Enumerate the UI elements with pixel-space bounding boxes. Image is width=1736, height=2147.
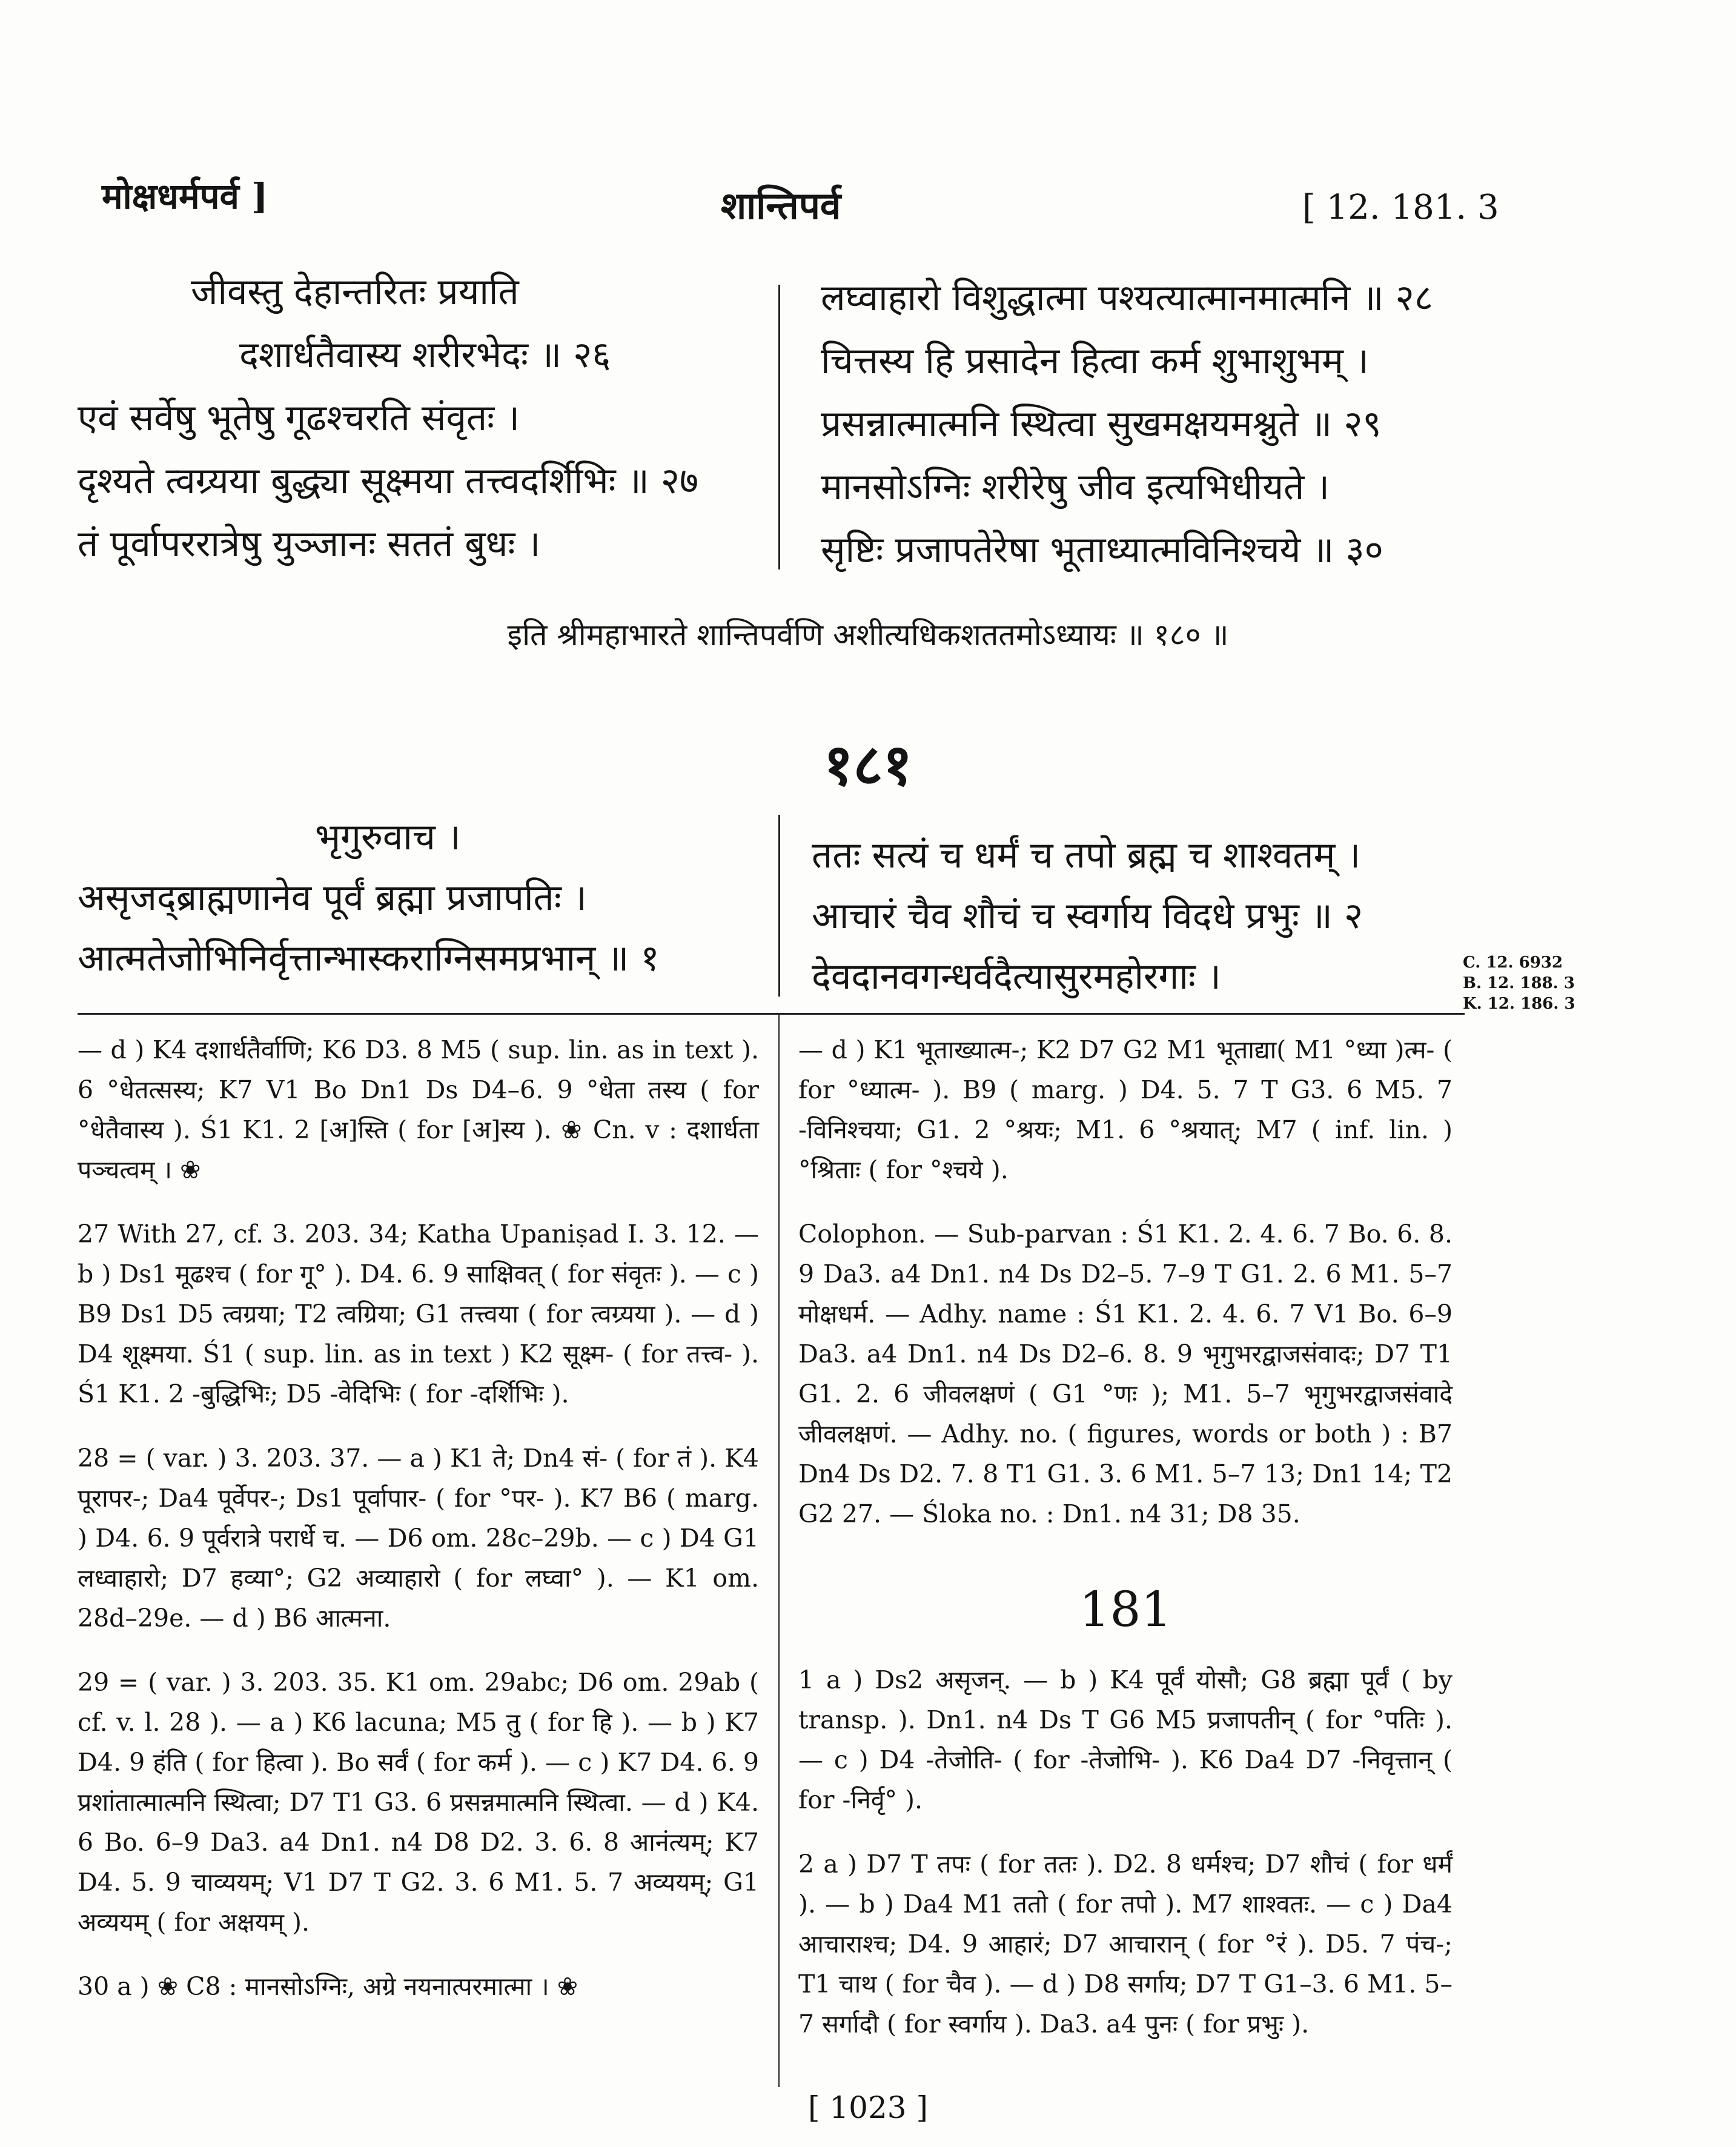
verse-line: प्रसन्नात्मात्मनि स्थित्वा सुखमक्षयमश्नुते ॥ २९ <box>821 403 1382 445</box>
chapter-heading: १८१ <box>823 732 913 798</box>
verse-line: जीवस्तु देहान्तरितः प्रयाति <box>191 271 519 313</box>
colophon: इति श्रीमहाभारते शान्तिपर्वणि अशीत्यधिकशततमोऽध्यायः ॥ १८० ॥ <box>507 617 1229 652</box>
note-paragraph: — d ) K4 दशार्धतैर्वाणि; K6 D3. 8 M5 ( sup. lin. as in text ). 6 °धेतत्सस्य; K7 V1 Bo Dn1 Ds D4–6. 9 °धेता तस्य ( for °धेतैवास्य ). Ś1 K1. 2 [अ]स्ति ( for [अ]स्य ). ❀ Cn. v : दशार्धता पञ्चत्वम् । ❀ <box>78 1035 759 1184</box>
verse-line: ततः सत्यं च धर्मं च तपो ब्रह्म च शाश्वतम् । <box>812 834 1361 877</box>
note-paragraph: 30 a ) ❀ C8 : मानसोऽग्निः, अग्रे नयनात्परमात्मा । ❀ <box>78 1972 578 2001</box>
verse-line: आत्मतेजोभिनिर्वृत्तान्भास्कराग्निसमप्रभान् ॥ १ <box>78 937 660 980</box>
top-verse-divider <box>778 285 780 569</box>
verse-line: दृश्यते त्वग्र्यया बुद्ध्या सूक्ष्मया तत्त्वदर्शिभिः ॥ २७ <box>78 460 699 502</box>
concordance-entry: B. 12. 188. 3 <box>1463 974 1575 992</box>
verse-line: चित्तस्य हि प्रसादेन हित्वा कर्म शुभाशुभम् । <box>821 340 1369 382</box>
note-paragraph: 1 a ) Ds2 असृजन्. — b ) K4 पूर्वं योसौ; G8 ब्रह्मा पूर्वं ( by transp. ). Dn1. n4 Ds T G6 M5 प्रजापतीन् ( for °पतिः ). — c ) D4 -तेजोति- ( for -तेजोभि- ). K6 Da4 D7 -निवृत्तान् ( for -निर्वृ° ). <box>798 1665 1453 1814</box>
page-number: [ 1023 ] <box>807 2090 929 2125</box>
apparatus-left <box>78 1030 759 2031</box>
note-paragraph: 2 a ) D7 T तपः ( for ततः ). D2. 8 धर्मश्च; D7 शौचं ( for धर्मं ). — b ) Da4 M1 ततो ( for तपो ). M7 शाश्वतः. — c ) Da4 आचाराश्च; D4. 9 आहारं; D7 आचारान् ( for °रं ). D5. 7 पंच-; T1 चाथ ( for चैव ). — d ) D8 सर्गाय; D7 T G1–3. 6 M1. 5–7 सर्गादौ ( for स्वर्गाय ). Da3. a4 पुनः ( for प्रभुः ). <box>798 1850 1453 2039</box>
verse-line: असृजद्ब्राह्मणानेव पूर्वं ब्रह्मा प्रजापतिः । <box>78 877 587 919</box>
running-head-center: शान्तिपर्व <box>721 184 841 228</box>
verse-line: मानसोऽग्निः शरीरेषु जीव इत्यभिधीयते । <box>821 466 1330 508</box>
running-head-right: [ 12. 181. 3 <box>1302 188 1499 227</box>
running-head-left: मोक्षधर्मपर्व ] <box>102 176 268 217</box>
verse-line: सृष्टिः प्रजापतेरेषा भूताध्यात्मविनिश्चये ॥ ३० <box>821 529 1383 571</box>
apparatus-chapter-number: 181 <box>1079 1581 1172 1638</box>
note-paragraph: — d ) K1 भूताख्यात्म-; K2 D7 G2 M1 भूताद्या( M1 °ध्या )त्म- ( for °ध्यात्म- ). B9 ( marg. ) D4. 5. 7 T G3. 6 M5. 7 -विनिश्चया; G1. 2 °श्रयः; M1. 6 °श्रयात्; M7 ( inf. lin. ) °श्रिताः ( for °श्चये ). <box>798 1035 1453 1184</box>
apparatus-right <box>798 1030 1453 1558</box>
note-paragraph: Colophon. — Sub-parvan : Ś1 K1. 2. 4. 6. 7 Bo. 6. 8. 9 Da3. a4 Dn1. n4 Ds D2–5. 7–9 T G1. 2. 6 M1. 5–7 मोक्षधर्म. — Adhy. name : Ś1 K1. 2. 4. 6. 7 V1 Bo. 6–9 Da3. a4 Dn1. n4 Ds D2–6. 8. 9 भृगुभरद्वाजसंवादः; D7 T1 G1. 2. 6 जीवलक्षणं ( G1 °णः ); M1. 5–7 भृगुभरद्वाजसंवादे जीवलक्षणं. — Adhy. no. ( figures, words or both ) : B7 Dn4 Ds D2. 7. 8 T1 G1. 3. 6 M1. 5–7 13; Dn1 14; T2 G2 27. — Śloka no. : Dn1. n4 31; D8 35. <box>798 1220 1453 1528</box>
concordance-entry: C. 12. 6932 <box>1463 954 1563 972</box>
concordance-entry: K. 12. 186. 3 <box>1463 995 1575 1013</box>
note-paragraph: 29 = ( var. ) 3. 203. 35. K1 om. 29abc; D6 om. 29ab ( cf. v. l. 28 ). — a ) K6 lacuna; M5 तु ( for हि ). — b ) K7 D4. 9 हंति ( for हित्वा ). Bo सर्वं ( for कर्म ). — c ) K7 D4. 6. 9 प्रशांतात्मात्मनि स्थित्वा; D7 T1 G3. 6 प्रसन्नमात्मनि स्थित्वा. — d ) K4. 6 Bo. 6–9 Da3. a4 Dn1. n4 D8 D2. 3. 6. 8 आनंत्यम्; K7 D4. 5. 9 चाव्ययम्; V1 D7 T G2. 3. 6 M1. 5. 7 अव्ययम्; G1 अव्ययम् ( for अक्षयम् ). <box>78 1668 759 1937</box>
apparatus-right-continued <box>798 1660 1453 2068</box>
concordance <box>1463 952 1575 1014</box>
speaker-line: भृगुरुवाच । <box>315 816 461 858</box>
chapter-verse-divider <box>778 815 780 997</box>
verse-line: एवं सर्वेषु भूतेषु गूढश्चरति संवृतः । <box>78 397 520 439</box>
verse-line: लघ्वाहारो विशुद्धात्मा पश्यत्यात्मानमात्मनि ॥ २८ <box>821 277 1433 319</box>
note-paragraph: 27 With 27, cf. 3. 203. 34; Katha Upaniṣad I. 3. 12. — b ) Ds1 मूढश्च ( for गू° ). D4. 6. 9 साक्षिवत् ( for संवृतः ). — c ) B9 Ds1 D5 त्वग्रया; T2 त्वग्रिया; G1 तत्त्वया ( for त्वग्र्यया ). — d ) D4 शूक्ष्मया. Ś1 ( sup. lin. as in text ) K2 सूक्ष्म- ( for तत्त्व- ). Ś1 K1. 2 -बुद्धिभिः; D5 -वेदिभिः ( for -दर्शिभिः ). <box>78 1220 759 1409</box>
apparatus-divider <box>778 1015 780 2087</box>
note-paragraph: 28 = ( var. ) 3. 203. 37. — a ) K1 ते; Dn4 सं- ( for तं ). K4 पूरापर-; Da4 पूर्वेपर-; Ds1 पूर्वापार- ( for °पर- ). K7 B6 ( marg. ) D4. 6. 9 पूर्वरात्रे परार्धे च. — D6 om. 28c–29b. — c ) D4 G1 लध्वाहारो; D7 हव्या°; G2 अव्याहारो ( for लघ्वा° ). — K1 om. 28d–29e. — d ) B6 आत्मना. <box>78 1444 759 1633</box>
verse-line: आचारं चैव शौचं च स्वर्गाय विदधे प्रभुः ॥ २ <box>812 895 1363 937</box>
verse-line: देवदानवगन्धर्वदैत्यासुरमहोरगाः । <box>812 955 1221 998</box>
verse-line: दशार्धतैवास्य शरीरभेदः ॥ २६ <box>239 334 611 376</box>
verse-line: तं पूर्वापररात्रेषु युञ्जानः सततं बुधः । <box>78 523 541 565</box>
apparatus-rule <box>78 1013 1465 1015</box>
